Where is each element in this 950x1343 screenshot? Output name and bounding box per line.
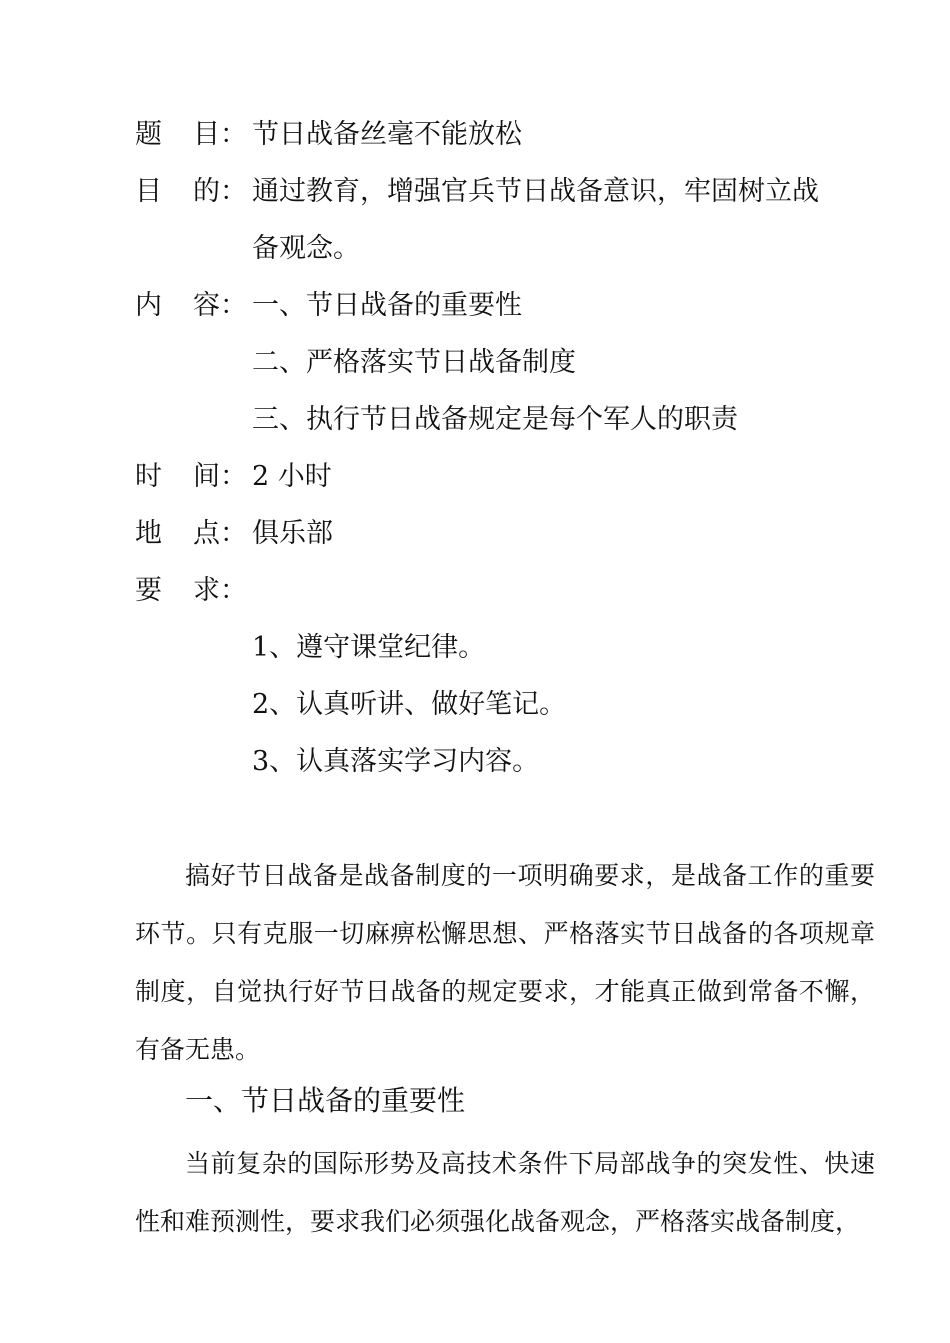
time-label: 时 间： <box>135 461 247 492</box>
topic-value: 节日战备丝毫不能放松 <box>252 119 522 150</box>
intro-paragraph: 搞好节日战备是战备制度的一项明确要求，是战备工作的重要环节。只有克服一切麻痹松懈思想、严格落实节日战备的各项规章制度，自觉执行好节日战备的规定要求，才能真正做到常备不懈，有备无患。 <box>135 861 875 1064</box>
requirements-label: 要 求： <box>135 575 247 606</box>
content-row <box>135 286 522 326</box>
content-item-1: 一、节日战备的重要性 <box>252 290 522 321</box>
topic-row <box>135 115 522 155</box>
location-value: 俱乐部 <box>252 518 333 549</box>
time-value: 2 小时 <box>252 461 332 492</box>
location-label: 地 点： <box>135 518 247 549</box>
section-paragraph: 当前复杂的国际形势及高技术条件下局部战争的突发性、快速性和难预测性，要求我们必须强化战备观念，严格落实战备制度， <box>135 1149 875 1236</box>
content-item-3: 三、执行节日战备规定是每个军人的职责 <box>252 404 738 435</box>
requirement-item-1: 1、遵守课堂纪律。 <box>252 632 486 663</box>
topic-label: 题 目： <box>135 119 247 150</box>
content-item-2: 二、严格落实节日战备制度 <box>252 347 576 378</box>
requirement-item-3: 3、认真落实学习内容。 <box>252 746 540 777</box>
section-heading: 一、节日战备的重要性 <box>185 1084 466 1117</box>
content-label: 内 容： <box>135 290 247 321</box>
time-row <box>135 457 332 497</box>
purpose-value-line2: 备观念。 <box>252 233 360 264</box>
purpose-value-line1: 通过教育，增强官兵节日战备意识，牢固树立战 <box>252 176 819 207</box>
location-row <box>135 514 333 554</box>
requirements-row <box>135 571 252 611</box>
requirement-item-2: 2、认真听讲、做好笔记。 <box>252 689 567 720</box>
purpose-row <box>135 172 819 212</box>
purpose-label: 目 的： <box>135 176 247 207</box>
